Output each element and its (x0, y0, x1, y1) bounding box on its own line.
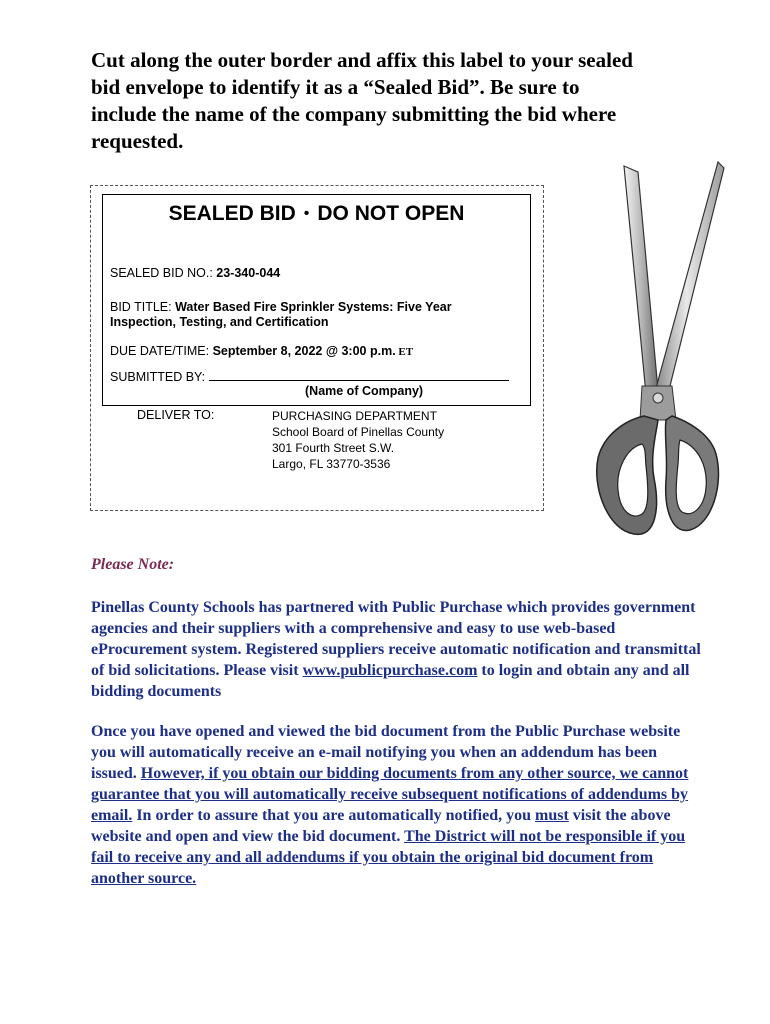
submitted-by-label: SUBMITTED BY: (110, 370, 209, 384)
p2-underlined-2: The District will not be responsible if you fail to receive any and all addendums if you obtain the original bid document from another source. (91, 828, 686, 887)
bid-number-label: SEALED BID NO.: (110, 266, 217, 280)
p2-underlined-1: However, if you obtain our bidding documents from any other source, we cannot guarantee that you will automatically receive subsequent notifications of addendums by email. (91, 765, 689, 824)
p2-text-a: Once you have opened and viewed the bid document from the Public Purchase website you will automatically receive an e-mail notifying you when an addendum has been issued. (91, 723, 681, 782)
bid-number-line (110, 266, 280, 281)
deliver-to-label: DELIVER TO: (137, 408, 215, 422)
address-line: Largo, FL 33770-3536 (272, 457, 391, 471)
public-purchase-link[interactable]: www.publicpurchase.com (302, 662, 478, 679)
label-heading (102, 202, 531, 226)
submitted-by-line (110, 370, 509, 385)
p2-must: must (535, 807, 569, 824)
bid-title-value-2: Inspection, Testing, and Certification (110, 315, 329, 329)
note-paragraph-1 (91, 597, 701, 702)
bid-title-value-1: Water Based Fire Sprinkler Systems: Five Year (175, 300, 452, 314)
instructions-line-2: bid envelope to identify it as a “Sealed Bid”. Be sure to (91, 75, 580, 99)
note-paragraph-2 (91, 721, 701, 889)
p1-text-b: to login and obtain any and all bidding documents (91, 662, 690, 700)
scissors-icon (586, 158, 726, 558)
due-date-timezone: ET (395, 346, 414, 358)
p2-text-c: visit the above website and open and view the bid document. (91, 807, 671, 845)
deliver-address (272, 408, 444, 472)
cut-instructions (91, 47, 691, 155)
p1-text-a: Pinellas County Schools has partnered with Public Purchase which provides government agencies and their suppliers with a comprehensive and easy to use web-based eProcurement system. Registered suppliers receive automatic notification and transmittal of bid solicitations. Please visit (91, 599, 701, 679)
due-date-label: DUE DATE/TIME: (110, 344, 213, 358)
address-line: School Board of Pinellas County (272, 425, 445, 439)
bullet-icon: • (303, 205, 310, 222)
bid-number-value: 23-340-044 (216, 266, 281, 280)
instructions-line-3: include the name of the company submitting the bid where (91, 102, 617, 126)
company-name-blank (209, 370, 509, 381)
bid-title-line (110, 300, 452, 330)
bid-title-label: BID TITLE: (110, 300, 176, 314)
instructions-line-4: requested. (91, 129, 184, 153)
instructions-line-1: Cut along the outer border and affix this label to your sealed (91, 48, 633, 72)
heading-do-not-open: DO NOT OPEN (317, 202, 465, 225)
heading-sealed-bid: SEALED BID (168, 202, 296, 225)
address-line: 301 Fourth Street S.W. (272, 441, 395, 455)
address-line: PURCHASING DEPARTMENT (272, 409, 437, 423)
due-date-value: September 8, 2022 @ 3:00 p.m. (212, 344, 396, 358)
p2-text-b: In order to assure that you are automatically notified, you (132, 807, 535, 824)
note-title: Please Note: (91, 556, 175, 573)
due-date-line (110, 344, 413, 360)
company-caption: (Name of Company) (305, 384, 424, 398)
